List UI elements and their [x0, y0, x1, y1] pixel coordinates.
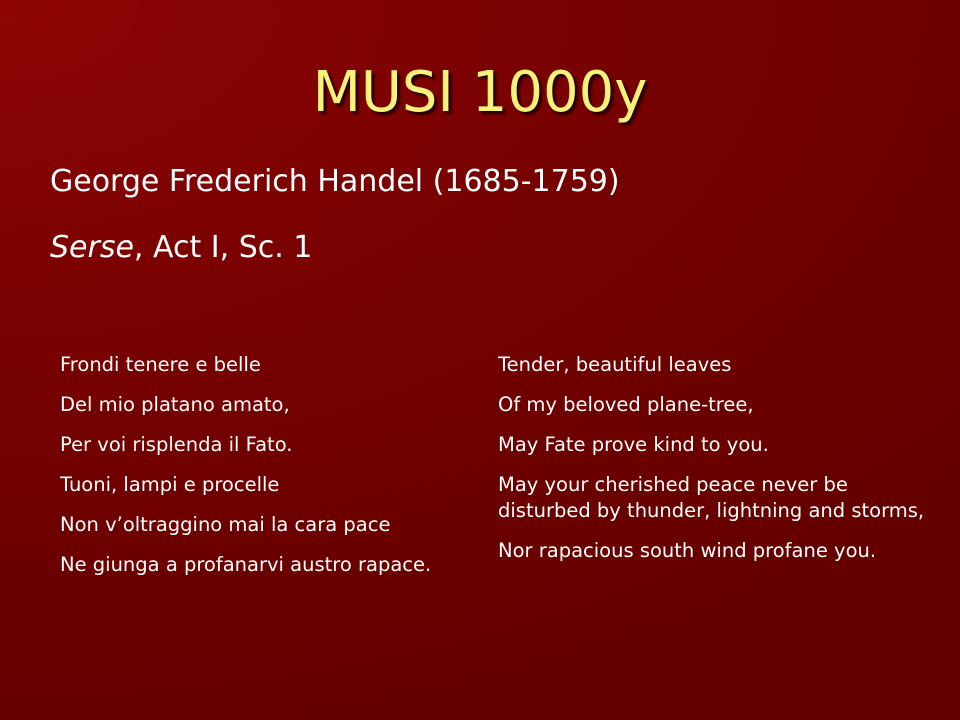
work-title: Serse — [50, 230, 134, 265]
italian-line: Tuoni, lampi e procelle — [60, 473, 280, 496]
english-line: May Fate prove kind to you. — [498, 433, 769, 456]
work-act-scene: , Act I, Sc. 1 — [133, 230, 313, 265]
italian-line: Non v’oltraggino mai la cara pace — [60, 513, 391, 536]
italian-line: Ne giunga a profanarvi austro rapace. — [60, 553, 432, 576]
english-line: Nor rapacious south wind profane you. — [498, 539, 877, 562]
slide-title: MUSI 1000y — [312, 60, 648, 125]
english-line: Of my beloved plane-tree, — [498, 393, 754, 416]
english-translation — [498, 352, 928, 578]
composer-line: George Frederich Handel (1685-1759) — [50, 164, 620, 199]
italian-line: Per voi risplenda il Fato. — [60, 433, 293, 456]
italian-line: Del mio platano amato, — [60, 393, 290, 416]
work-line — [50, 230, 312, 266]
italian-lyrics — [60, 352, 460, 592]
english-line: Tender, beautiful leaves — [498, 353, 732, 376]
italian-line: Frondi tenere e belle — [60, 353, 261, 376]
english-line: May your cherished peace never be disturbed by thunder, lightning and storms, — [498, 473, 925, 522]
